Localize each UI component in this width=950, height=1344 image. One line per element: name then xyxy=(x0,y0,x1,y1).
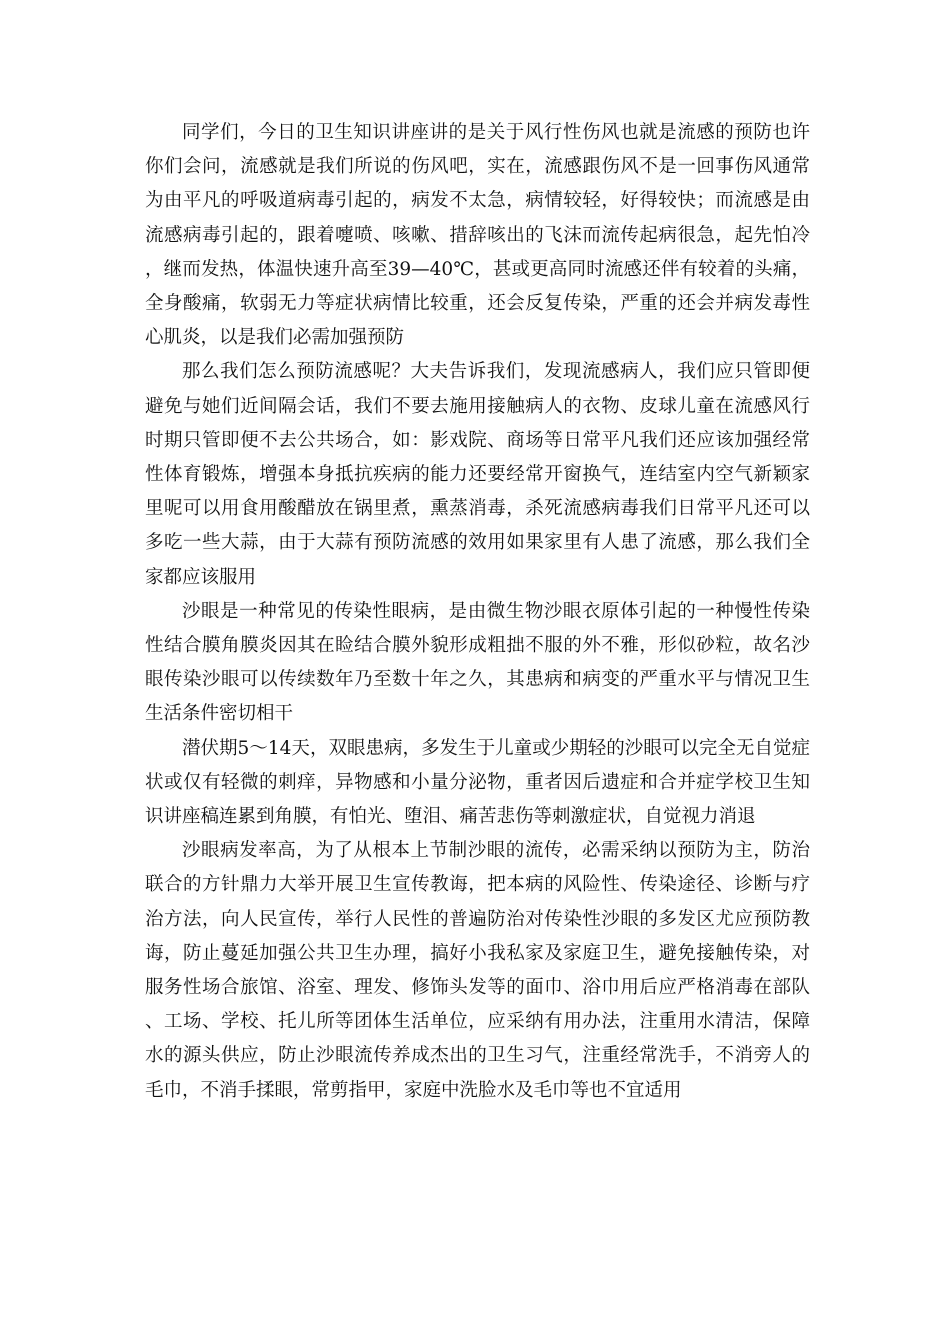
paragraph-3: 沙眼是一种常见的传染性眼病，是由微生物沙眼衣原体引起的一种慢性传染性结合膜角膜炎因其在睑结合膜外貌形成粗拙不服的外不雅，形似砂粒，故名沙眼传染沙眼可以传续数年乃至数十年之久，其患病和病变的严重水平与情况卫生生活条件密切相干 xyxy=(145,600,810,725)
paragraph-2: 那么我们怎么预防流感呢？大夫告诉我们，发现流感病人，我们应只管即便避免与她们近间隔会话，我们不要去施用接触病人的衣物、皮球儿童在流感风行时期只管即便不去公共场合，如：影戏院、商场等日常平凡我们还应该加强经常性体育锻炼，增强本身抵抗疾病的能力还要经常开窗换气，连结室内空气新颖家里呢可以用食用酸醋放在锅里煮，熏蒸消毒，杀死流感病毒我们日常平凡还可以多吃一些大蒜，由于大蒜有预防流感的效用如果家里有人患了流感，那么我们全家都应该服用 xyxy=(145,361,810,588)
paragraph-1: 同学们，今日的卫生知识讲座讲的是关于风行性伤风也就是流感的预防也许你们会问，流感就是我们所说的伤风吧，实在，流感跟伤风不是一回事伤风通常为由平凡的呼吸道病毒引起的，病发不太急，病情较轻，好得较快；而流感是由流感病毒引起的，跟着嚏喷、咳嗽、措辞咳出的飞沫而流传起病很急，起先怕冷，继而发热，体温快速升高至39—40℃，甚或更高同时流感还伴有较着的头痛，全身酸痛，软弱无力等症状病情比较重，还会反复传染，严重的还会并病发毒性心肌炎，以是我们必需加强预防 xyxy=(145,122,810,349)
document-body xyxy=(145,116,810,1108)
paragraph-5: 沙眼病发率高，为了从根本上节制沙眼的流传，必需采纳以预防为主，防治联合的方针鼎力大举开展卫生宣传教诲，把本病的风险性、传染途径、诊断与疗治方法，向人民宣传，举行人民性的普遍防治对传染性沙眼的多发区尤应预防教诲，防止蔓延加强公共卫生办理，搞好小我私家及家庭卫生，避免接触传染，对服务性场合旅馆、浴室、理发、修饰头发等的面巾、浴巾用后应严格消毒在部队、工场、学校、托儿所等团体生活单位，应采纳有用办法，注重用水清洁，保障水的源头供应，防止沙眼流传养成杰出的卫生习气，注重经常洗手，不消旁人的毛巾，不消手揉眼，常剪指甲，家庭中洗脸水及毛巾等也不宜适用 xyxy=(145,840,810,1101)
paragraph-4: 潜伏期5～14天，双眼患病，多发生于儿童或少期轻的沙眼可以完全无自觉症状或仅有轻微的刺痒，异物感和小量分泌物，重者因后遗症和合并症学校卫生知识讲座稿连累到角膜，有怕光、堕泪、痛苦悲伤等刺激症状，自觉视力消退 xyxy=(145,737,810,828)
